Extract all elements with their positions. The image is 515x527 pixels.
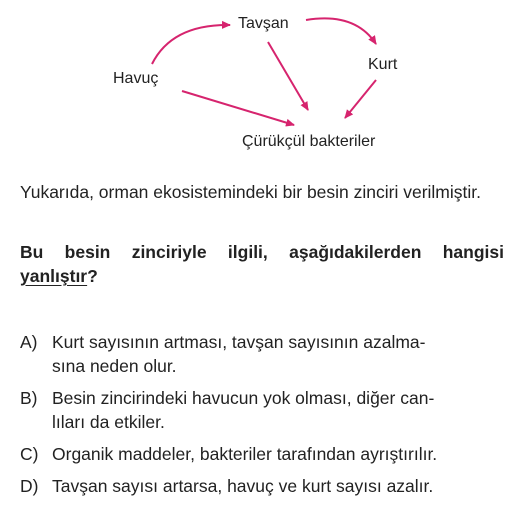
arrow-havuc-tavsan	[152, 25, 230, 64]
option-line: Besin zincirindeki havucun yok olması, diğer can-	[52, 388, 435, 408]
option-text	[52, 386, 504, 434]
node-kurt: Kurt	[368, 56, 398, 73]
option-text: Organik maddeler, bakteriler tarafından ayrıştırılır.	[52, 444, 438, 464]
option-line: lıları da etkiler.	[52, 412, 165, 432]
answer-options	[20, 330, 504, 506]
question-end: ?	[87, 266, 98, 286]
option-letter: C)	[20, 444, 39, 464]
question-negative-word: yanlıştır	[20, 266, 88, 286]
option-a[interactable]	[20, 330, 504, 378]
option-line: Kurt sayısının artması, tavşan sayısının azalma-	[52, 332, 426, 352]
option-b[interactable]	[20, 386, 504, 434]
question-stem	[20, 240, 504, 288]
option-letter: B)	[20, 388, 38, 408]
question-main: Bu besin zinciriyle ilgili, aşağıdakilerden hangisi	[20, 242, 504, 262]
option-d[interactable]	[20, 474, 504, 498]
food-chain-diagram	[0, 0, 515, 170]
arrow-havuc-bakteri	[182, 91, 294, 125]
option-line: sına neden olur.	[52, 356, 177, 376]
arrow-kurt-bakteri	[345, 80, 376, 118]
arrow-tavsan-kurt	[306, 18, 376, 44]
option-letter: D)	[20, 476, 39, 496]
arrow-tavsan-bakteri	[268, 42, 308, 110]
node-bakteriler: Çürükçül bakteriler	[242, 133, 376, 150]
option-letter: A)	[20, 332, 38, 352]
option-c[interactable]	[20, 442, 504, 466]
option-text	[52, 330, 504, 378]
intro-text: Yukarıda, orman ekosistemindeki bir besin zinciri verilmiştir.	[20, 182, 481, 202]
node-tavsan: Tavşan	[238, 15, 289, 32]
node-havuc: Havuç	[113, 70, 159, 87]
option-text: Tavşan sayısı artarsa, havuç ve kurt sayısı azalır.	[52, 476, 434, 496]
